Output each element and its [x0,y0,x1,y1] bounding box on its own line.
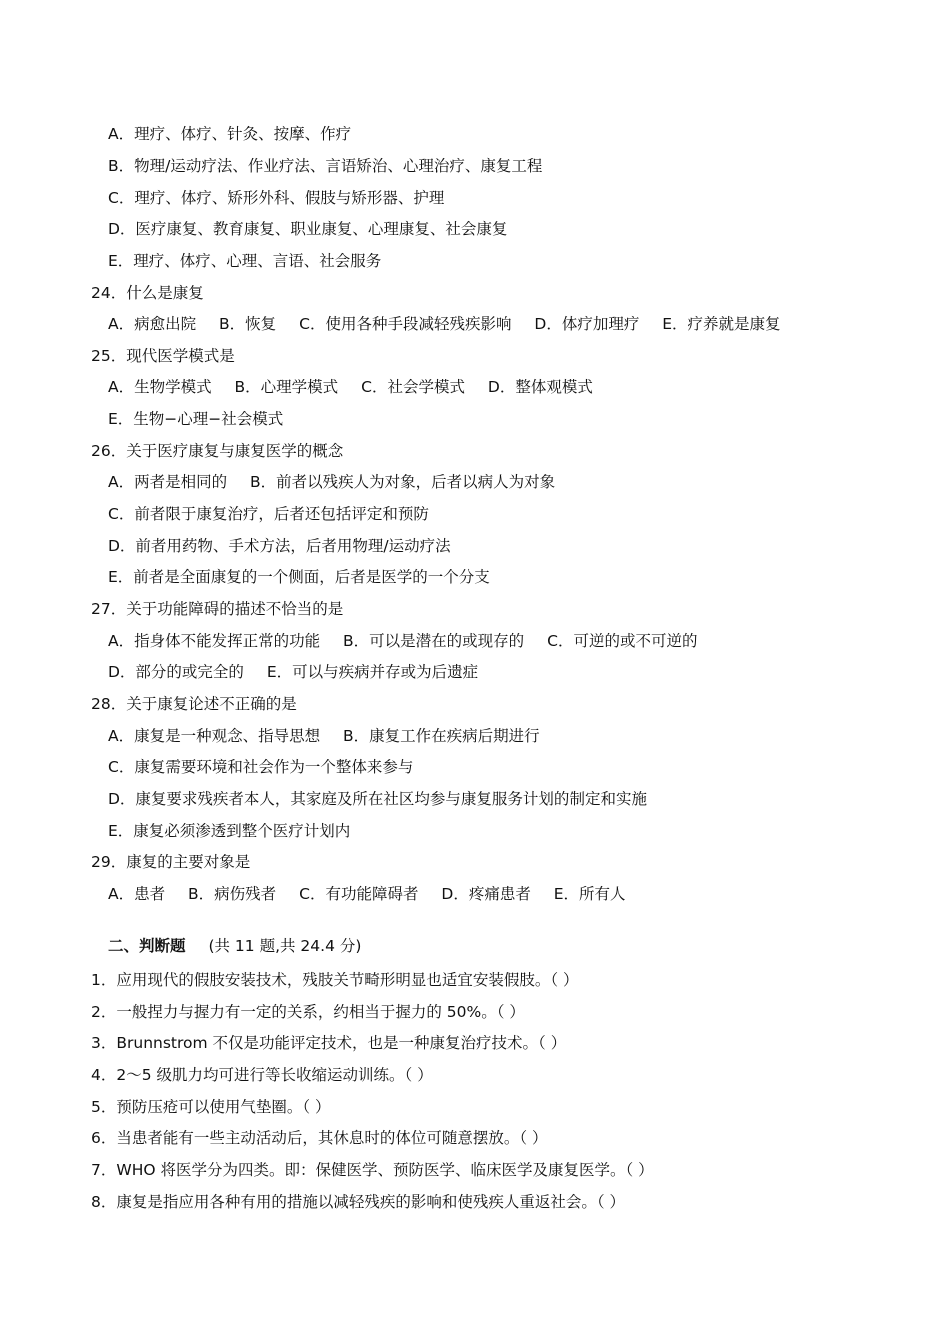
q24-option-c: C．使用各种手段减轻残疾影响 [299,315,512,333]
q23-option-e: E．理疗、体疗、心理、言语、社会服务 [108,252,382,270]
q24-option-e: E．疗养就是康复 [662,315,781,333]
tf-item-3: 3．Brunnstrom 不仅是功能评定技术，也是一种康复治疗技术。（ ） [91,1034,567,1052]
q29-option-b: B．病伤残者 [188,885,277,903]
q26-option-b: B．前者以残疾人为对象，后者以病人为对象 [250,473,556,491]
q27-option-d: D．部分的或完全的 [108,663,244,681]
q27-option-b: B．可以是潜在的或现存的 [343,632,525,650]
q28-options-ab [108,726,540,746]
q28-option-d: D．康复要求残疾者本人，其家庭及所在社区均参与康复服务计划的制定和实施 [108,790,647,808]
q27-options-de [108,662,478,682]
q26-stem: 26．关于医疗康复与康复医学的概念 [91,442,344,460]
q24-option-b: B．恢复 [219,315,277,333]
q23-option-b: B．物理/运动疗法、作业疗法、言语矫治、心理治疗、康复工程 [108,157,543,175]
q25-option-d: D．整体观模式 [487,378,593,396]
q24-stem: 24．什么是康复 [91,284,204,302]
q27-option-e: E．可以与疾病并存或为后遗症 [266,663,479,681]
q28-option-e: E．康复必须渗透到整个医疗计划内 [108,822,351,840]
tf-item-8: 8．康复是指应用各种有用的措施以减轻残疾的影响和使残疾人重返社会。（ ） [91,1193,626,1211]
q25-options [108,377,593,397]
q29-stem: 29．康复的主要对象是 [91,853,251,871]
q26-options-ab [108,472,555,492]
q23-option-c: C．理疗、体疗、矫形外科、假肢与矫形器、护理 [108,189,445,207]
q28-option-c: C．康复需要环境和社会作为一个整体来参与 [108,758,414,776]
tf-item-1: 1．应用现代的假肢安装技术，残肢关节畸形明显也适宜安装假肢。（ ） [91,971,579,989]
q27-options-abc [108,631,697,651]
q28-stem: 28．关于康复论述不正确的是 [91,695,297,713]
q26-option-c: C．前者限于康复治疗，后者还包括评定和预防 [108,505,429,523]
q26-option-d: D．前者用药物、手术方法，后者用物理/运动疗法 [108,537,451,555]
tf-item-4: 4．2～5 级肌力均可进行等长收缩运动训练。（ ） [91,1066,433,1084]
q27-stem: 27．关于功能障碍的描述不恰当的是 [91,600,344,618]
q28-option-a: A．康复是一种观念、指导思想 [108,727,321,745]
q29-option-a: A．患者 [108,885,166,903]
q29-option-d: D．疼痛患者 [441,885,531,903]
q29-option-e: E．所有人 [553,885,626,903]
q25-option-b: B．心理学模式 [234,378,339,396]
q24-options [108,314,781,334]
q25-option-e: E．生物−心理−社会模式 [108,410,284,428]
q26-option-e: E．前者是全面康复的一个侧面，后者是医学的一个分支 [108,568,490,586]
section-info: (共 11 题,共 24.4 分) [208,937,362,955]
q25-option-a: A．生物学模式 [108,378,212,396]
q27-option-a: A．指身体不能发挥正常的功能 [108,632,321,650]
tf-item-5: 5．预防压疮可以使用气垫圈。（ ） [91,1098,331,1116]
section-title: 二、判断题 [108,937,186,955]
q25-stem: 25．现代医学模式是 [91,347,235,365]
q27-option-c: C．可逆的或不可逆的 [547,632,698,650]
q29-option-c: C．有功能障碍者 [299,885,419,903]
section-heading [108,936,361,956]
q26-option-a: A．两者是相同的 [108,473,228,491]
q23-option-d: D．医疗康复、教育康复、职业康复、心理康复、社会康复 [108,220,508,238]
tf-item-7: 7．WHO 将医学分为四类。即：保健医学、预防医学、临床医学及康复医学。（ ） [91,1161,654,1179]
q28-option-b: B．康复工作在疾病后期进行 [343,727,540,745]
q24-option-d: D．体疗加理疗 [534,315,640,333]
q23-option-a: A．理疗、体疗、针灸、按摩、作疗 [108,125,352,143]
tf-item-6: 6．当患者能有一些主动活动后，其休息时的体位可随意摆放。（ ） [91,1129,548,1147]
tf-item-2: 2．一般捏力与握力有一定的关系，约相当于握力的 50%。（ ） [91,1003,525,1021]
q29-options [108,884,626,904]
q25-option-c: C．社会学模式 [361,378,465,396]
q24-option-a: A．病愈出院 [108,315,197,333]
